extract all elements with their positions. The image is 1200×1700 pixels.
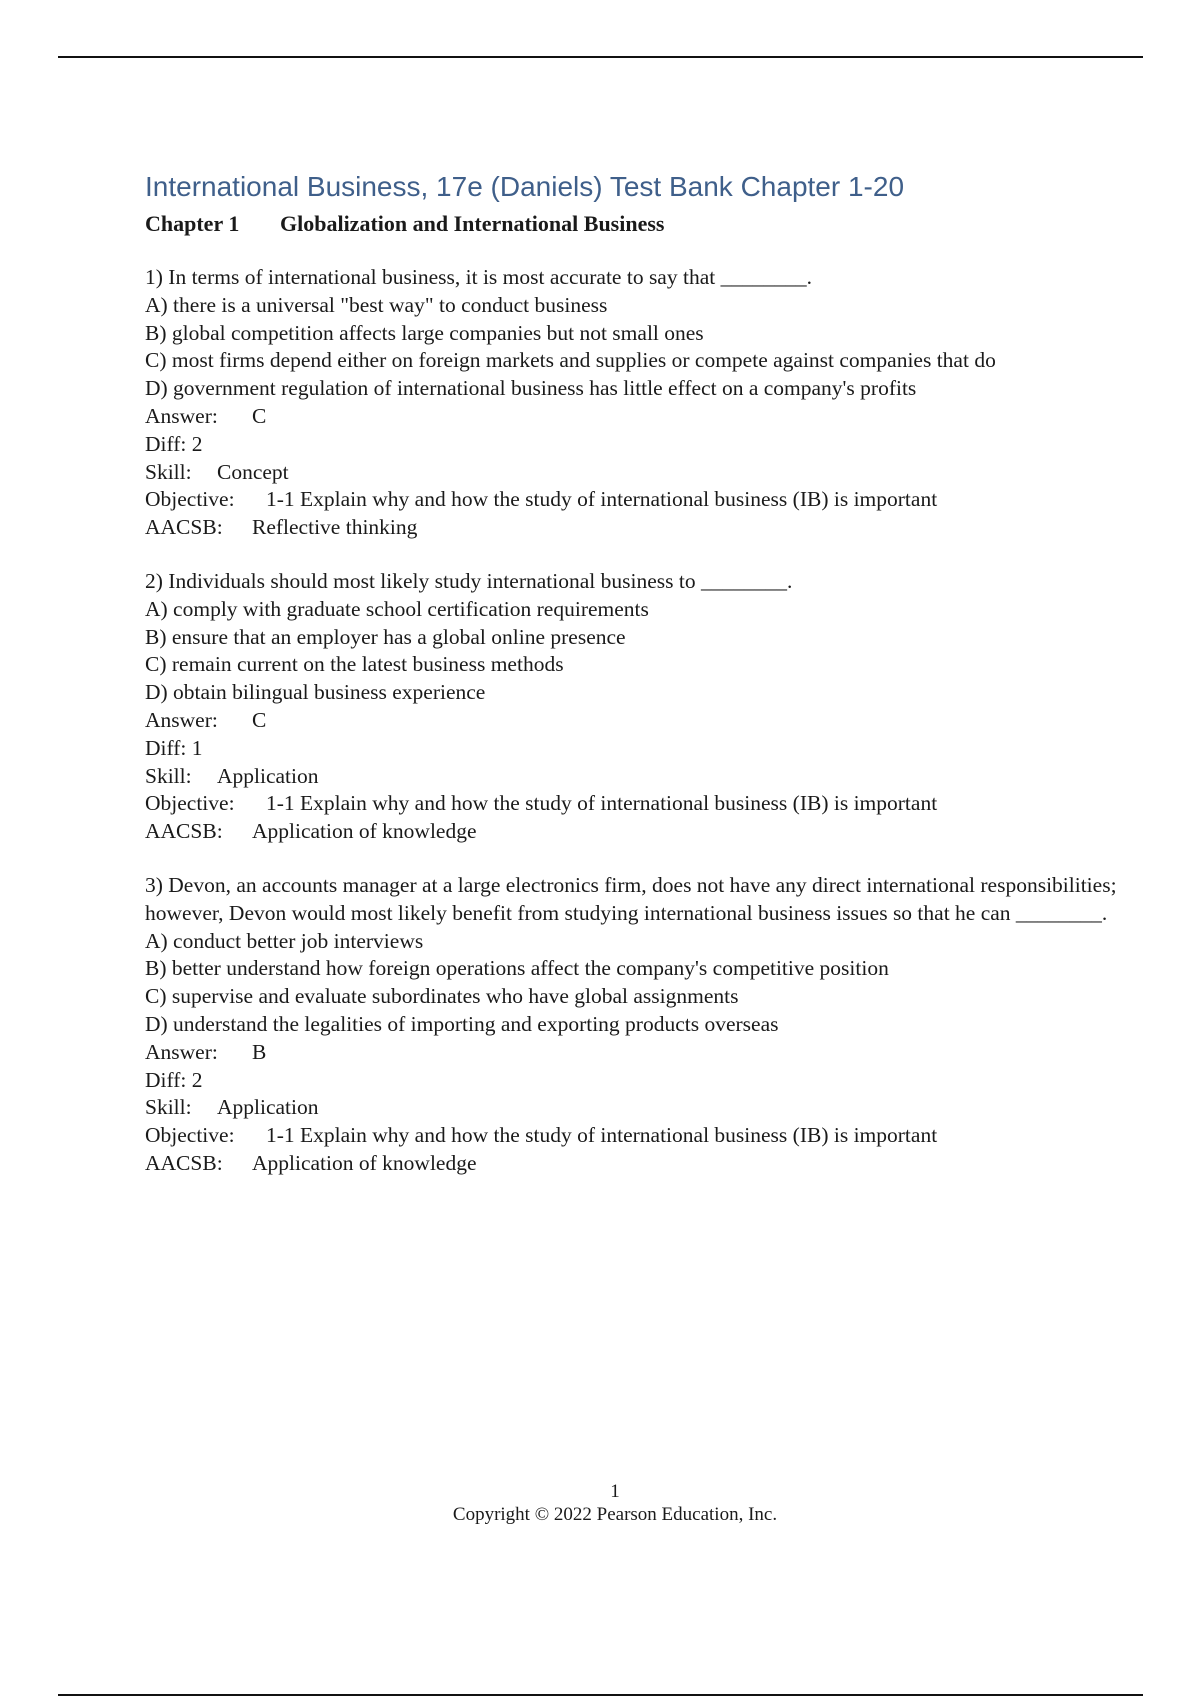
option-b: B) ensure that an employer has a global online presence [145,624,626,649]
objective-value: 1-1 Explain why and how the study of international business (IB) is important [266,1123,938,1148]
question-3 [145,872,1145,1178]
objective-line [145,1122,1145,1150]
question-stem: 1) In terms of international business, it is most accurate to say that ________. [145,265,812,289]
question-2 [145,568,1145,846]
skill-line [145,459,1145,487]
question-stem: 3) Devon, an accounts manager at a large electronics firm, does not have any direct international responsibilities; however, Devon would most likely benefit from studying international business issues so that he can ________. [145,872,1117,925]
objective-value: 1-1 Explain why and how the study of international business (IB) is important [266,791,938,816]
question-1 [145,264,1145,542]
answer-label: Answer: [145,707,218,732]
page-number: 1 [610,1481,620,1502]
aacsb-label: AACSB: [145,1150,223,1175]
option-a: A) there is a universal "best way" to conduct business [145,292,608,317]
skill-line [145,1094,1145,1122]
chapter-number: Chapter 1 [145,211,240,236]
aacsb-label: AACSB: [145,819,223,844]
skill-value: Concept [217,459,289,484]
header-rule [58,56,1143,58]
skill-line [145,763,1145,791]
chapter-title: Globalization and International Business [280,211,665,236]
difficulty: Diff: 2 [145,431,203,456]
aacsb-line [145,818,1145,846]
answer-label: Answer: [145,403,218,428]
objective-line [145,486,1145,514]
page-footer [0,1480,1200,1526]
skill-value: Application [217,763,319,788]
option-b: B) better understand how foreign operations affect the company's competitive position [145,956,889,981]
skill-value: Application [217,1095,319,1120]
objective-label: Objective: [145,1123,235,1148]
aacsb-label: AACSB: [145,515,223,540]
aacsb-line [145,514,1145,542]
answer-line [145,707,1145,735]
skill-label: Skill: [145,459,192,484]
difficulty: Diff: 2 [145,1067,203,1092]
option-d: D) government regulation of international business has little effect on a company's profits [145,376,917,401]
skill-label: Skill: [145,1095,192,1120]
objective-label: Objective: [145,791,235,816]
aacsb-value: Reflective thinking [252,515,418,540]
answer-label: Answer: [145,1039,218,1064]
answer-value: C [252,707,267,732]
question-stem: 2) Individuals should most likely study international business to ________. [145,568,793,593]
difficulty: Diff: 1 [145,735,203,760]
copyright-notice: Copyright © 2022 Pearson Education, Inc. [452,1504,778,1525]
option-c: C) supervise and evaluate subordinates who have global assignments [145,984,739,1009]
option-a: A) comply with graduate school certification requirements [145,596,649,621]
answer-line [145,403,1145,431]
option-c: C) most firms depend either on foreign markets and supplies or compete against companies that do [145,348,996,373]
aacsb-value: Application of knowledge [252,1150,477,1175]
option-c: C) remain current on the latest business methods [145,652,564,677]
objective-label: Objective: [145,487,235,512]
answer-line [145,1039,1145,1067]
skill-label: Skill: [145,763,192,788]
document-title: International Business, 17e (Daniels) Test Bank Chapter 1-20 [145,171,905,202]
objective-value: 1-1 Explain why and how the study of international business (IB) is important [266,487,938,512]
answer-value: C [252,403,267,428]
option-b: B) global competition affects large companies but not small ones [145,320,704,345]
page-content [145,170,1145,1178]
option-d: D) understand the legalities of importing and exporting products overseas [145,1011,779,1036]
answer-value: B [252,1039,267,1064]
chapter-heading [145,210,1145,238]
option-d: D) obtain bilingual business experience [145,680,486,705]
aacsb-line [145,1150,1145,1178]
footer-rule [58,1694,1143,1696]
option-a: A) conduct better job interviews [145,928,424,953]
objective-line [145,790,1145,818]
aacsb-value: Application of knowledge [252,819,477,844]
